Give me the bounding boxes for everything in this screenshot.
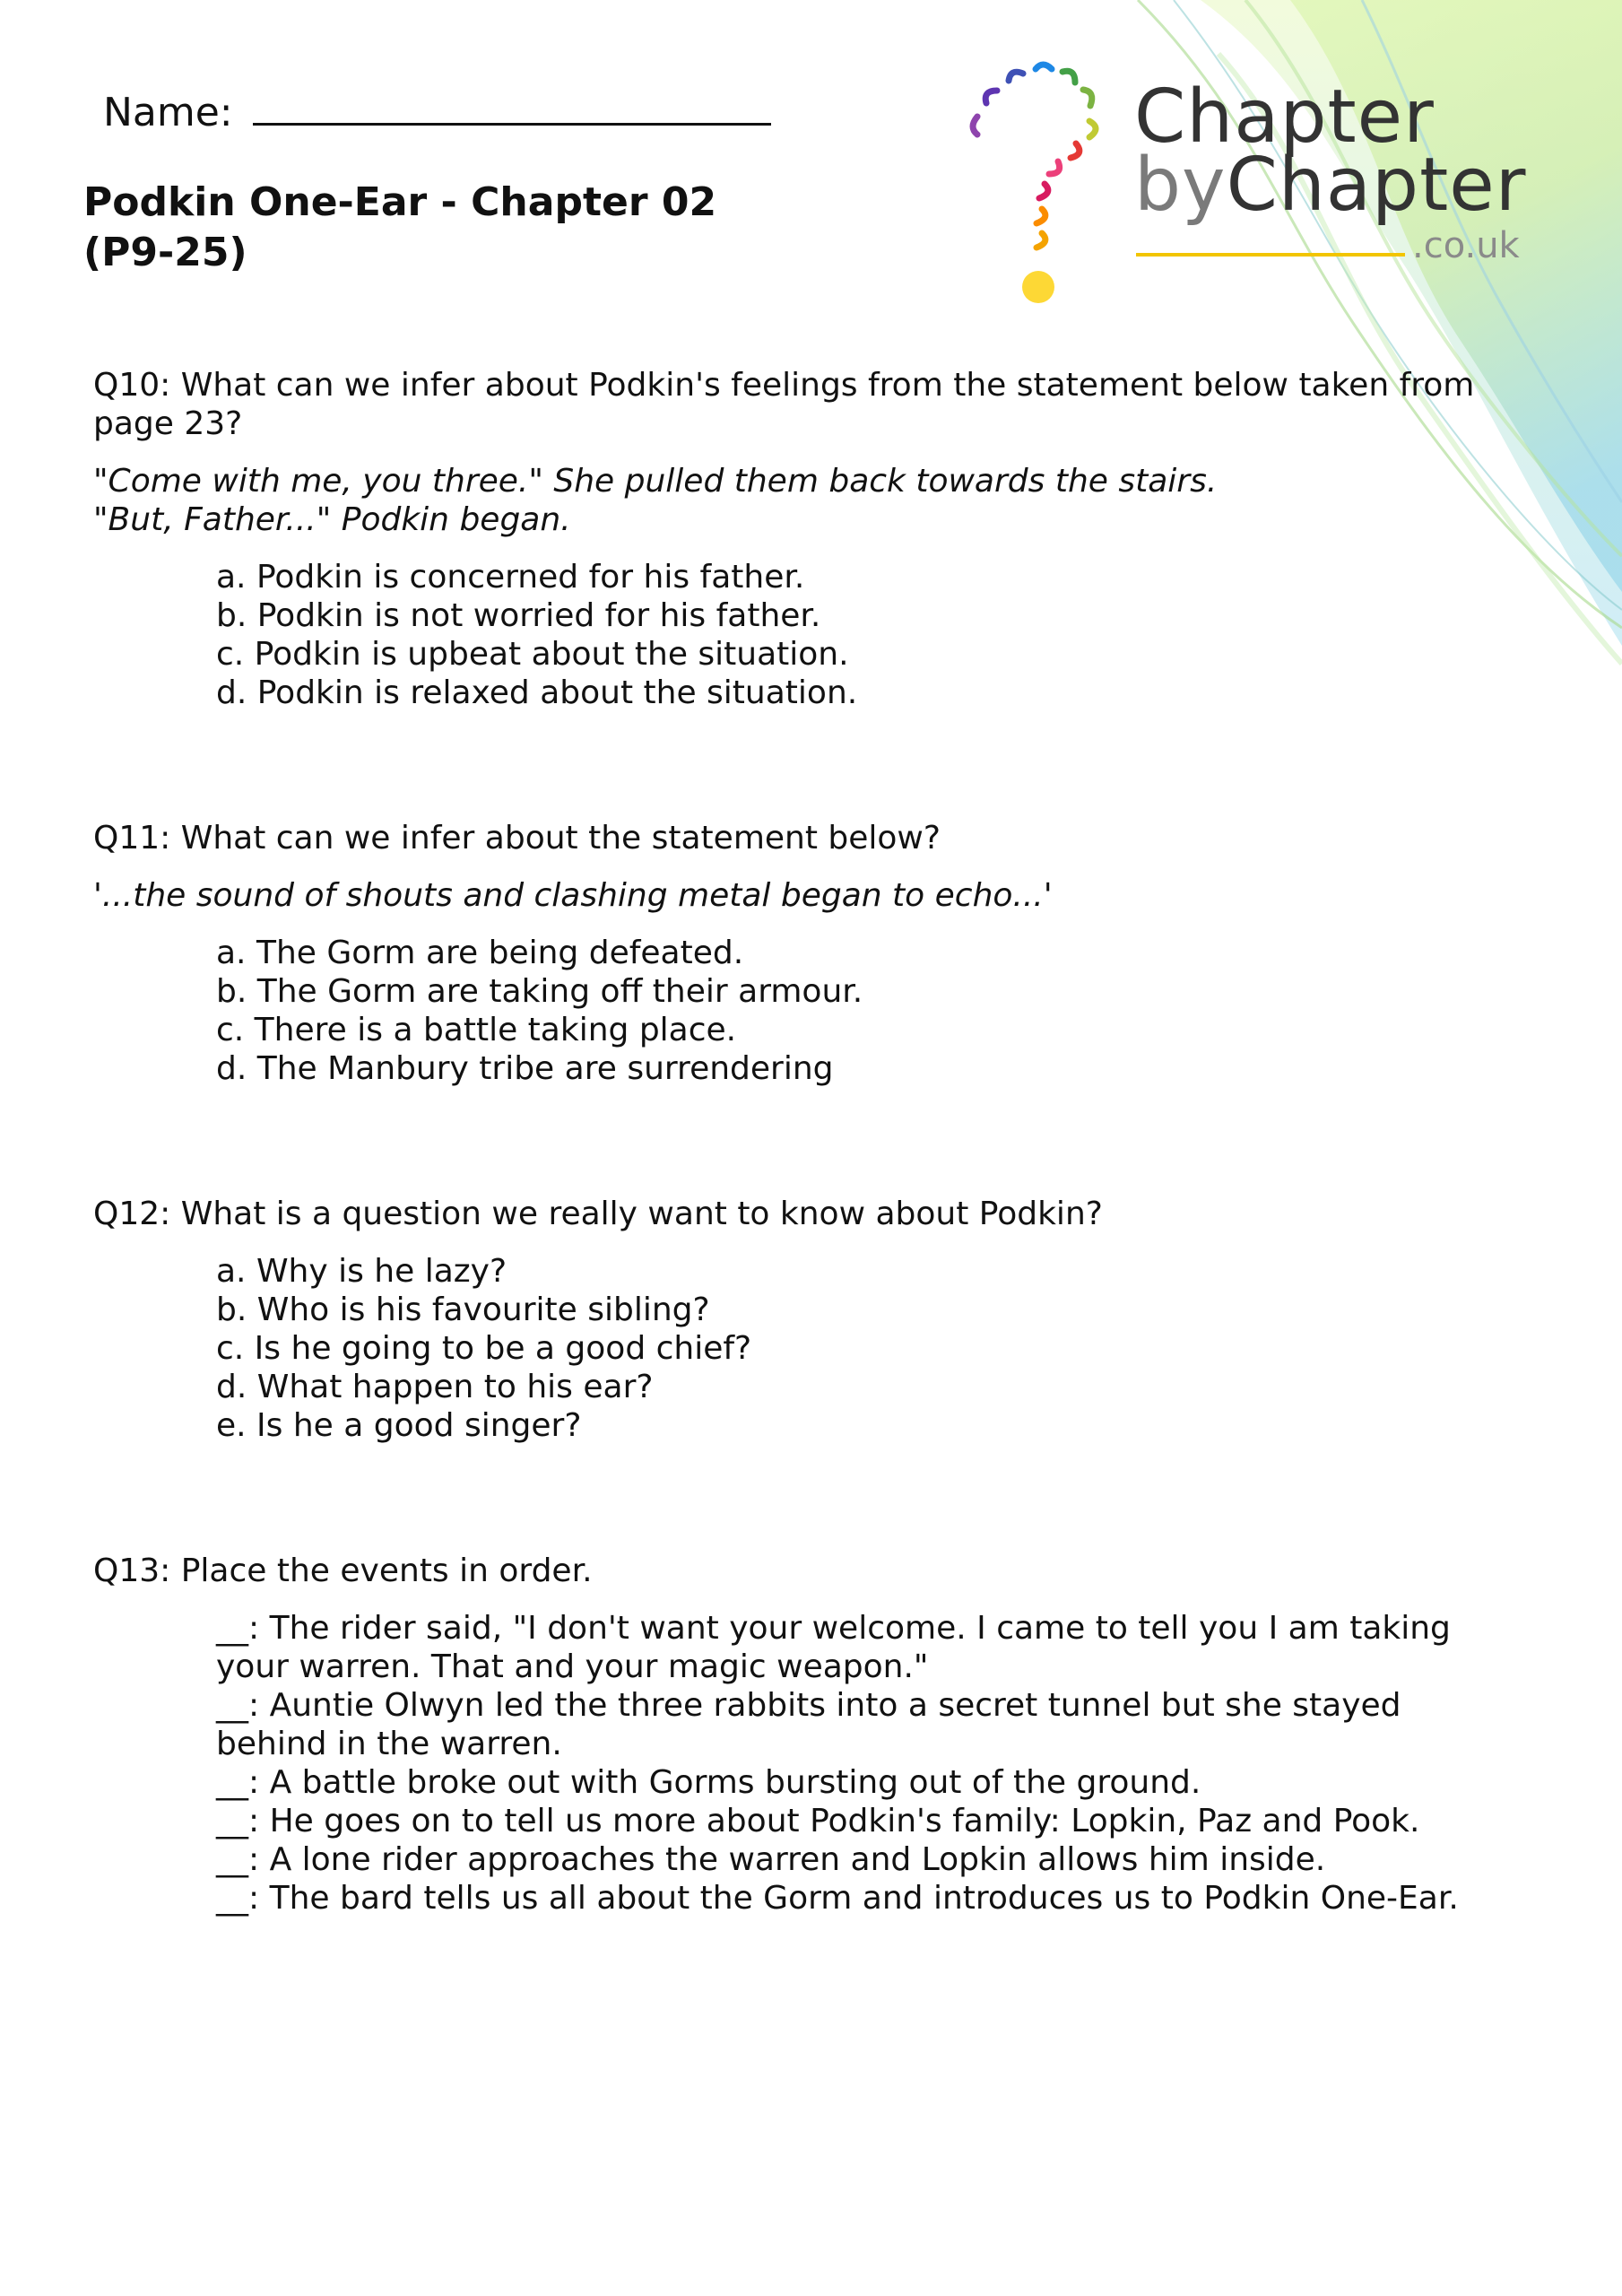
event-item-continuation: behind in the warren.	[216, 1726, 562, 1762]
event-item-continuation: your warren. That and your magic weapon."	[216, 1648, 929, 1685]
question-13	[93, 1552, 1528, 1918]
answer-options	[216, 934, 1528, 1088]
answer-option[interactable]: d. Podkin is relaxed about the situation.	[216, 674, 858, 711]
question-prompt: Q13: Place the events in order.	[93, 1552, 593, 1589]
name-label: Name:	[103, 90, 233, 135]
answer-option[interactable]: b. Podkin is not worried for his father.	[216, 597, 821, 634]
question-11	[93, 819, 1528, 1088]
answer-option[interactable]: a. Podkin is concerned for his father.	[216, 559, 805, 596]
event-item[interactable]: __: A battle broke out with Gorms bursting out of the ground.	[216, 1764, 1201, 1801]
spacer	[93, 1088, 1528, 1195]
event-item[interactable]: __: The bard tells us all about the Gorm and introduces us to Podkin One-Ear.	[216, 1880, 1459, 1917]
quote-line: '...the sound of shouts and clashing metal began to echo...'	[93, 877, 1053, 914]
question-10	[93, 366, 1528, 712]
question-prompt: Q12: What is a question we really want to know about Podkin?	[93, 1196, 1103, 1232]
page-title	[83, 178, 890, 278]
chapter-by-chapter-logo	[959, 49, 1551, 318]
answer-option[interactable]: b. The Gorm are taking off their armour.	[216, 973, 863, 1010]
answer-option[interactable]: c. There is a battle taking place.	[216, 1012, 737, 1048]
answer-option[interactable]: a. Why is he lazy?	[216, 1253, 507, 1290]
quote-line: "Come with me, you three." She pulled them back towards the stairs.	[93, 463, 1218, 500]
answer-options	[216, 558, 1528, 712]
spacer	[93, 712, 1528, 819]
logo-domain-suffix: .co.uk	[1412, 225, 1520, 266]
question-12	[93, 1195, 1528, 1445]
prompt-line: Q10: What can we infer about Podkin's feelings from the statement below taken from	[93, 367, 1475, 404]
event-item[interactable]: __: A lone rider approaches the warren and Lopkin allows him inside.	[216, 1841, 1326, 1878]
logo-word-by: by	[1134, 143, 1227, 228]
answer-option[interactable]: c. Is he going to be a good chief?	[216, 1330, 752, 1367]
spacer	[93, 1445, 1528, 1552]
questions-section	[93, 366, 1528, 1918]
event-item[interactable]: __: The rider said, "I don't want your welcome. I came to tell you I am taking	[216, 1610, 1451, 1647]
answer-option[interactable]: e. Is he a good singer?	[216, 1407, 582, 1444]
question-prompt: Q11: What can we infer about the statement below?	[93, 820, 941, 857]
question-quote	[93, 876, 1528, 915]
question-mark-books-icon	[959, 49, 1148, 318]
answer-option[interactable]: b. Who is his favourite sibling?	[216, 1292, 710, 1328]
answer-option[interactable]: d. The Manbury tribe are surrendering	[216, 1050, 834, 1087]
answer-options	[216, 1252, 1528, 1445]
question-prompt	[93, 366, 1528, 443]
event-item[interactable]: __: He goes on to tell us more about Podkin's family: Lopkin, Paz and Pook.	[216, 1803, 1420, 1839]
logo-word-chapter-2: Chapter	[1226, 143, 1527, 228]
answer-option[interactable]: a. The Gorm are being defeated.	[216, 935, 744, 971]
logo-underline	[1136, 253, 1405, 257]
logo-word-bychapter	[1134, 143, 1527, 228]
answer-option[interactable]: c. Podkin is upbeat about the situation.	[216, 636, 849, 673]
event-item[interactable]: __: Auntie Olwyn led the three rabbits into a secret tunnel but she stayed	[216, 1687, 1401, 1724]
name-input-line[interactable]	[253, 91, 771, 126]
event-list	[216, 1609, 1528, 1918]
quote-line: "But, Father..." Podkin began.	[93, 501, 571, 538]
logo-wordmark	[1134, 74, 1527, 228]
answer-option[interactable]: d. What happen to his ear?	[216, 1369, 654, 1405]
title-line-1: Podkin One-Ear - Chapter 02	[83, 179, 717, 225]
logo-word-chapter: Chapter	[1134, 74, 1435, 160]
question-quote	[93, 462, 1528, 539]
prompt-line: page 23?	[93, 405, 243, 442]
name-field-row	[103, 90, 771, 135]
title-line-2: (P9-25)	[83, 230, 247, 275]
